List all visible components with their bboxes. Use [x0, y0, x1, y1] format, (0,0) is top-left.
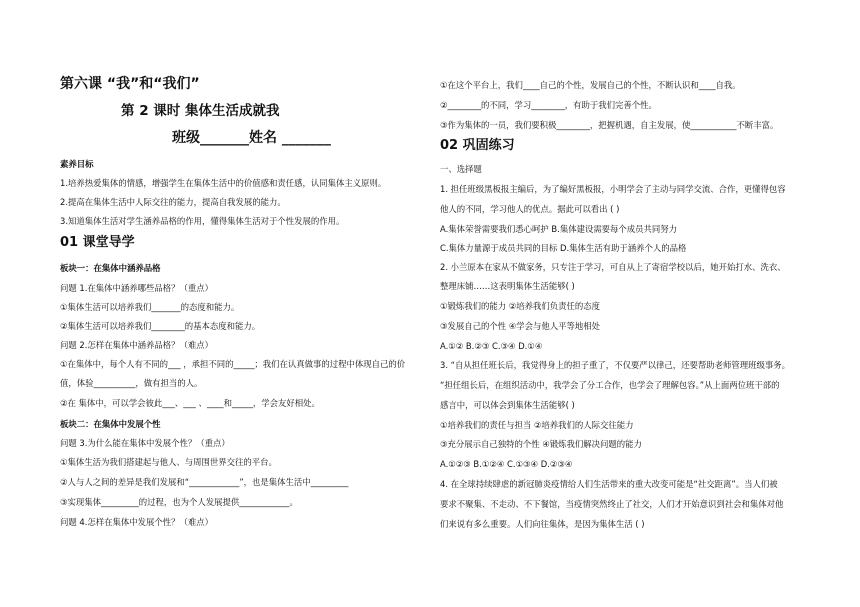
- goal-2: 2.提高在集体生活中人际交往的能力，提高自我发展的能力。: [60, 197, 286, 207]
- lesson-title: 第六课 “我”和“我们”: [60, 76, 200, 92]
- problem-3: 3. “自从担任班长后，我觉得身上的担子重了，不仅要严以律己，还要帮助老师管理班级事务。: [440, 360, 790, 370]
- question-1a: ①集体生活可以培养我们_______的态度和能力。: [60, 302, 240, 312]
- problem-3-choices: A.①②③ B.①②④ C.①③④ D.②③④: [440, 459, 573, 469]
- block1-title: 板块一：在集体中涵养品格: [60, 263, 161, 273]
- goal-1: 1.培养热爱集体的情感，增强学生在集体生活中的价值感和责任感，认同集体主义原则。: [60, 178, 387, 188]
- goal-3: 3.知道集体生活对学生涵养品格的作用，懂得集体生活对于个性发展的作用。: [60, 216, 345, 226]
- question-2b: ②在 集体中，可以学会彼此___、___ 、____和_____，学会友好相处。: [60, 398, 320, 408]
- problem-2-cont: 整理床铺……这表明集体生活能够( ): [440, 281, 575, 291]
- question-2: 问题 2.怎样在集体中涵养品格？（难点）: [60, 340, 214, 350]
- problem-3-cont2: 感言中，可以体会到集体生活能够( ): [440, 400, 575, 410]
- problem-3-items-34: ③充分展示自己独特的个性 ④锻炼我们解决问题的能力: [440, 439, 642, 449]
- question-2a: ①在集体中，每个人有不同的___ ，承担不同的_____；我们在认真做事的过程中体现自己的价: [60, 359, 406, 369]
- answer-line-3: ③作为集体的一员，我们要积极________，把握机遇，自主发展，使___________不断丰富。: [440, 120, 779, 130]
- answer-line-2: ②________的不同，学习________，有助于我们完善个性。: [440, 100, 657, 110]
- part-title-choice: 一、选择题: [440, 164, 482, 174]
- problem-4-cont2: 们来说有多么重要。人们向往集体，是因为集体生活 ( ): [440, 519, 645, 529]
- answer-line-1: ①在这个平台上，我们____自己的个性，发展自己的个性，不断认识和____自我。: [440, 80, 741, 90]
- question-1: 问题 1.在集体中涵养哪些品格？（重点）: [60, 283, 214, 293]
- problem-2-items-12: ①锻炼我们的能力 ②培养我们负责任的态度: [440, 301, 601, 311]
- problem-3-cont: “担任组长后，在组织活动中，我学会了分工合作，也学会了理解包容。”从上面两位班干部的: [440, 380, 780, 390]
- problem-4-cont: 要求不聚集、不走动、不下餐馆，当疫情突然终止了社交，人们才开始意识到社会和集体对他: [440, 499, 784, 509]
- problem-1-options-ab: A.集体荣誉需要我们悉心呵护 B.集体建设需要每个成员共同努力: [440, 224, 678, 234]
- question-1b: ②集体生活可以培养我们________的基本态度和能力。: [60, 321, 261, 331]
- problem-3-items-12: ①培养我们的责任与担当 ②培养我们的人际交往能力: [440, 420, 634, 430]
- problem-1-options-cd: C.集体力量源于成员共同的目标 D.集体生活有助于涵养个人的品格: [440, 243, 687, 253]
- section-title-consolidation: 02 巩固练习: [440, 138, 515, 153]
- problem-2-choices: A.①② B.②③ C.③④ D.①④: [440, 341, 543, 351]
- problem-4: 4. 在全球持续肆虐的新冠肺炎疫情给人们生活带来的重大改变可能是“社交距离”。当人们被: [440, 479, 778, 489]
- block2-title: 板块二：在集体中发展个性: [60, 419, 161, 429]
- problem-2: 2. 小兰原本在家从不做家务，只专注于学习，可自从上了寄宿学校以后，她开始打水、洗衣、: [440, 262, 786, 272]
- question-3c: ③实现集体_________的过程，也为个人发展提供____________。: [60, 497, 298, 507]
- question-2a-cont: 值，体验__________，做有担当的人。: [60, 378, 203, 388]
- problem-2-items-34: ③发展自己的个性 ④学会与他人平等地相处: [440, 321, 601, 331]
- problem-1-cont: 他人的不同，学习他人的优点。据此可以看出 ( ): [440, 204, 620, 214]
- class-name-line: 班级_______姓名 _______: [172, 130, 331, 146]
- lesson-subtitle: 第 2 课时 集体生活成就我: [121, 103, 280, 119]
- question-3b: ②人与人之间的差异是我们发展和“____________”，也是集体生活中_________: [60, 477, 349, 487]
- question-3a: ①集体生活为我们搭建起与他人、与周围世界交往的平台。: [60, 457, 277, 467]
- problem-1: 1. 担任班级黑板报主编后，为了编好黑板报，小明学会了主动与同学交流、合作，更懂得包容: [440, 184, 786, 194]
- question-4: 问题 4.怎样在集体中发展个性？（难点）: [60, 517, 214, 527]
- question-3: 问题 3.为什么能在集体中发展个性？（重点）: [60, 438, 230, 448]
- goals-heading: 素养目标: [60, 159, 94, 169]
- section-title-guided-learning: 01 课堂导学: [60, 235, 135, 250]
